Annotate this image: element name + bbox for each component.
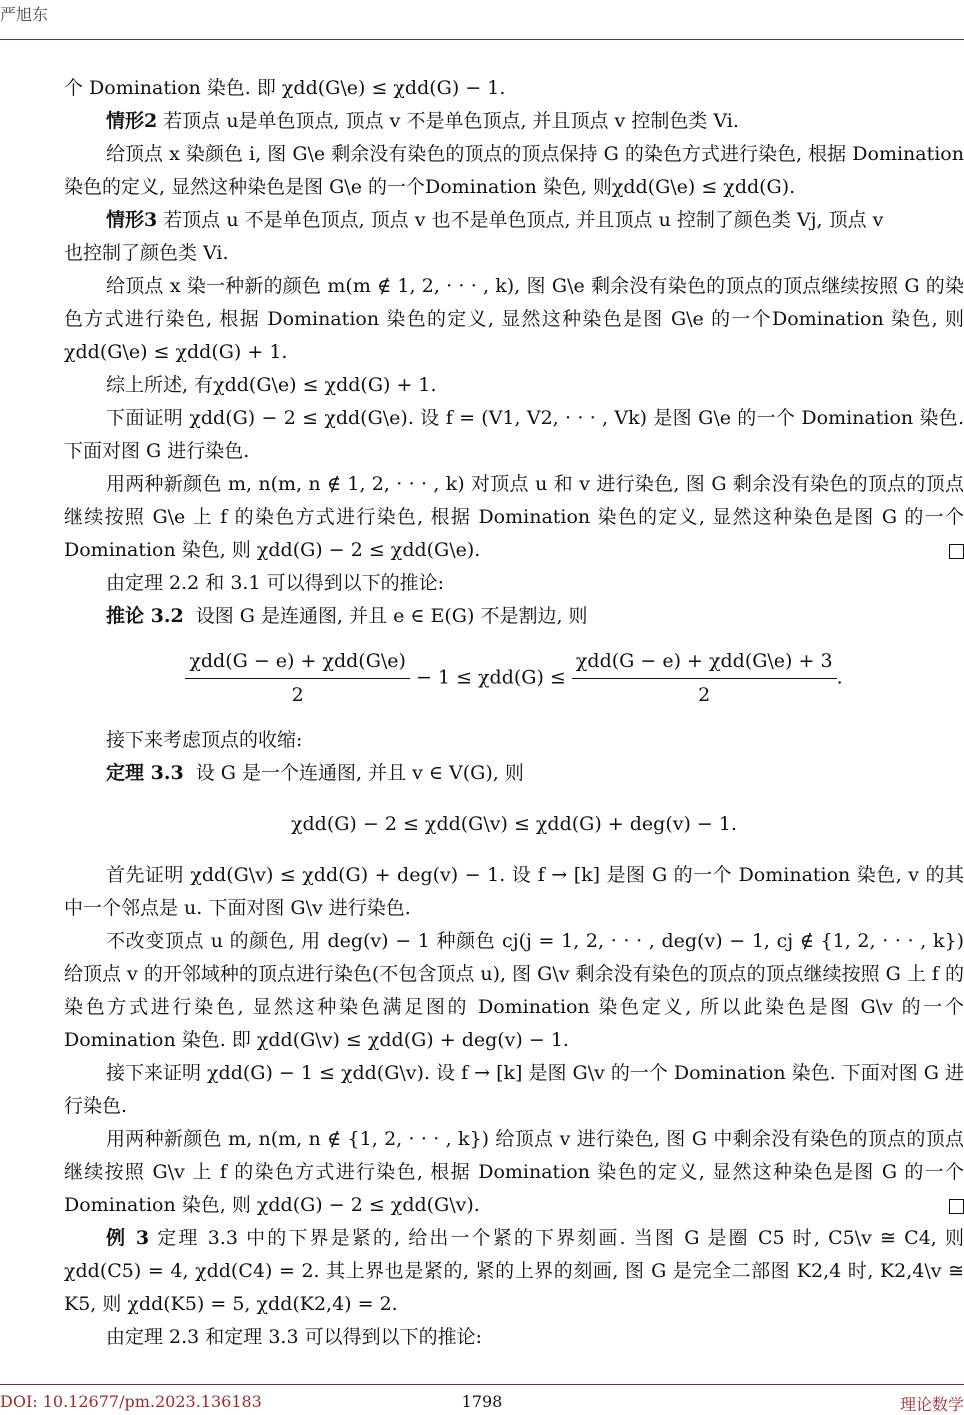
qed-symbol xyxy=(949,1199,964,1214)
paragraph: 首先证明 χdd(G\v) ≤ χdd(G) + deg(v) − 1. 设 f → [k] 是图 G 的一个 Domination 染色, v 的其中一个邻点是 u. 下面对图 G\v 进行染色. xyxy=(64,864,964,919)
case-label: 情形2 xyxy=(106,110,158,132)
page-header xyxy=(0,0,964,40)
paragraph: 不改变顶点 u 的颜色, 用 deg(v) − 1 种颜色 cj(j = 1, 2, · · · , deg(v) − 1, cj ∉ {1, 2, · · · , k}) 给顶点 v 的开邻域种的顶点进行染色(不包含顶点 u), 图 G\v 剩余没有染色的顶点的顶点继续按照 G 上 f 的染色方式进行染色, 显然这种染色满足图的 Domination 染色定义, 所以此染色是图 G\v 的一个 Domination 染色. 即 χdd(G\v) ≤ χdd(G) + deg(v) − 1. xyxy=(64,930,964,1051)
paragraph: 个 Domination 染色. 即 χdd(G\e) ≤ χdd(G) − 1. xyxy=(64,77,506,99)
paragraph: 接下来考虑顶点的收缩: xyxy=(106,729,303,751)
footer-rule xyxy=(0,1384,964,1385)
example xyxy=(64,1222,964,1321)
page-number: 1798 xyxy=(461,1392,503,1411)
corollary xyxy=(64,600,964,633)
corollary-label: 推论 3.2 xyxy=(106,605,184,627)
proof-text: 用两种新颜色 m, n(m, n ∉ {1, 2, · · · , k}) 给顶点 v 进行染色, 图 G 中剩余没有染色的顶点的顶点继续按照 G\v 上 f 的染色方式进行染色, 根据 Domination 染色的定义, 显然这种染色是图 G 的一个Domination 染色, 则 χdd(G) − 2 ≤ χdd(G\v). xyxy=(64,1128,964,1216)
example-label: 例 3 xyxy=(106,1227,150,1249)
paragraph: 给顶点 x 染颜色 i, 图 G\e 剩余没有染色的顶点的顶点保持 G 的染色方式进行染色, 根据 Domination 染色的定义, 显然这种染色是图 G\e 的一个Domination 染色, 则χdd(G\e) ≤ χdd(G). xyxy=(64,143,964,198)
header-rule xyxy=(0,39,964,40)
fraction-right: $\frac{\text{χdd(G − e) + χdd(G\textbackslash{}e) + 3}}{2}$ xyxy=(572,645,837,712)
paragraph: 由定理 2.3 和定理 3.3 可以得到以下的推论: xyxy=(106,1326,482,1348)
case-3 xyxy=(64,204,964,237)
corollary-text: 设图 G 是连通图, 并且 e ∈ E(G) 不是割边, 则 xyxy=(195,605,588,627)
case-text: 若顶点 u是单色顶点, 顶点 v 不是单色顶点, 并且顶点 v 控制色类 Vi. xyxy=(157,110,739,132)
journal-name: 理论数学 xyxy=(899,1395,964,1414)
page-body xyxy=(64,72,964,1354)
paragraph: 由定理 2.2 和 3.1 可以得到以下的推论: xyxy=(106,572,444,594)
case-2 xyxy=(64,105,964,138)
corollary-equation: $\frac{\text{χdd(G − e) + χdd(G\textbackslash{}e)}}{2}$ − 1 ≤ χdd(G) ≤ $\frac{\text{χdd(G − e) + χdd(G\textbackslash{}e) + 3}}{2}$ . xyxy=(64,645,964,712)
paragraph: 接下来证明 χdd(G) − 1 ≤ χdd(G\v). 设 f → [k] 是图 G\v 的一个 Domination 染色. 下面对图 G 进行染色. xyxy=(64,1062,964,1117)
paragraph: 也控制了颜色类 Vi. xyxy=(64,242,229,264)
qed-symbol xyxy=(949,544,964,559)
paragraph: 给顶点 x 染一种新的颜色 m(m ∉ 1, 2, · · · , k), 图 G\e 剩余没有染色的顶点的顶点继续按照 G 的染色方式进行染色, 根据 Domination 染色的定义, 显然这种染色是图 G\e 的一个Domination 染色, 则χdd(G\e) ≤ χdd(G) + 1. xyxy=(64,275,964,363)
example-text: 定理 3.3 中的下界是紧的, 给出一个紧的下界刻画. 当图 G 是圈 C5 时, C5\v ≅ C4, 则 χdd(C5) = 4, χdd(C4) = 2. 其上界也是紧的, 紧的上界的刻画, 图 G 是完全二部图 K2,4 时, K2,4\v ≅ K5, 则 χdd(K5) = 5, χdd(K2,4) = 2. xyxy=(64,1227,964,1315)
paragraph: 综上所述, 有χdd(G\e) ≤ χdd(G) + 1. xyxy=(106,374,437,396)
paragraph: 下面证明 χdd(G) − 2 ≤ χdd(G\e). 设 f = (V1, V2, · · · , Vk) 是图 G\e 的一个 Domination 染色. 下面对图 G 进行染色. xyxy=(64,407,964,462)
fraction-left: $\frac{\text{χdd(G − e) + χdd(G\textbackslash{}e)}}{2}$ xyxy=(185,645,410,712)
equation-middle: − 1 ≤ χdd(G) ≤ xyxy=(409,666,572,689)
running-author: 严旭东 xyxy=(0,5,49,24)
case-label: 情形3 xyxy=(106,209,158,231)
theorem-equation: χdd(G) − 2 ≤ χdd(G\v) ≤ χdd(G) + deg(v) − 1. xyxy=(291,813,737,835)
paragraph xyxy=(64,1123,964,1222)
theorem-text: 设 G 是一个连通图, 并且 v ∈ V(G), 则 xyxy=(195,762,524,784)
doi-link[interactable]: DOI: 10.12677/pm.2023.136183 xyxy=(0,1392,262,1411)
theorem xyxy=(64,757,964,790)
case-text: 若顶点 u 不是单色顶点, 顶点 v 也不是单色顶点, 并且顶点 u 控制了颜色类 Vj, 顶点 v xyxy=(157,209,884,231)
paragraph xyxy=(64,468,964,567)
page-footer xyxy=(0,1384,964,1414)
theorem-label: 定理 3.3 xyxy=(106,762,184,784)
proof-text: 用两种新颜色 m, n(m, n ∉ 1, 2, · · · , k) 对顶点 u 和 v 进行染色, 图 G 剩余没有染色的顶点的顶点继续按照 G\e 上 f 的染色方式进行染色, 根据 Domination 染色的定义, 显然这种染色是图 G 的一个Domination 染色, 则 χdd(G) − 2 ≤ χdd(G\e). xyxy=(64,473,964,561)
